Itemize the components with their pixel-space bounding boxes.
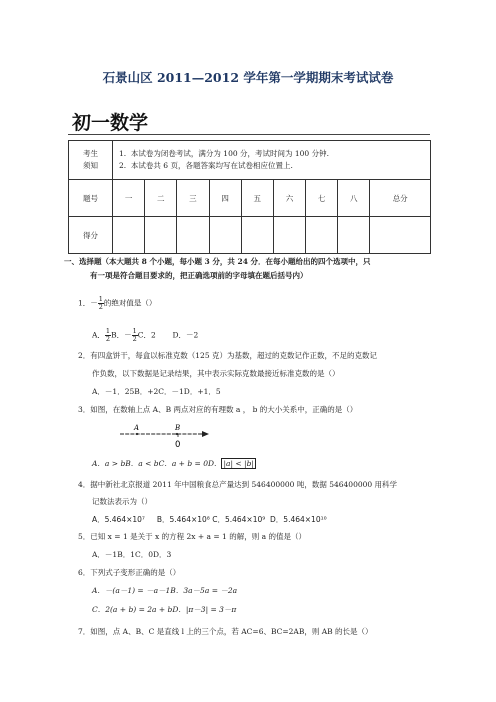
score-cell[interactable] <box>370 217 431 254</box>
q1-number: 1． <box>78 298 91 308</box>
q1-stem-text: 的绝对值是（） <box>103 298 157 308</box>
score-cell[interactable] <box>306 217 338 254</box>
notice-label <box>69 141 113 180</box>
score-cell[interactable] <box>273 217 305 254</box>
q1-opt-c: C．2 <box>137 330 156 340</box>
q1-neg: － <box>90 298 98 308</box>
q3-options <box>92 459 256 469</box>
score-header-cell: 题号 <box>69 180 113 217</box>
point-b-label: B <box>175 424 181 432</box>
q1-opt-a-den: 2 <box>105 335 111 343</box>
notice-label-line2: 须知 <box>83 161 98 170</box>
q1-opt-b-label: B．－ <box>111 330 132 340</box>
point-a-marker <box>136 433 138 435</box>
q1-opt-b-den: 2 <box>132 335 137 343</box>
score-header-cell: 六 <box>273 180 305 217</box>
section1-heading: 一、选择题（本大题共 8 个小题，每小题 3 分，共 24 分．在每小题给出的四个选项中，只 <box>64 257 371 266</box>
q1-frac-den: 2 <box>98 303 103 311</box>
number-line-figure <box>118 422 214 452</box>
exam-title: 石景山区 2011—2012 学年第一学期期末考试试卷 <box>102 70 394 85</box>
score-header-cell: 三 <box>177 180 209 217</box>
q4-opt-c: C．5.464×10⁹ <box>212 515 266 524</box>
score-cell[interactable] <box>113 217 145 254</box>
q4-opt-d: D．5.464×10¹⁰ <box>270 515 327 524</box>
subject-heading: 初一数学 <box>72 112 149 134</box>
score-cell[interactable] <box>241 217 273 254</box>
q1-opt-d: D．－2 <box>172 330 199 340</box>
q4-opt-b: B．5.464×10⁸ <box>156 515 210 524</box>
score-header-cell: 四 <box>209 180 241 217</box>
score-header-cell: 总分 <box>370 180 431 217</box>
q1-opt-b-num: 1 <box>132 327 137 335</box>
score-header-cell: 一 <box>113 180 145 217</box>
q3-stem: 3．如图，在数轴上点 A、B 两点对应的有理数 a ， b 的大小关系中，正确的是（） <box>78 405 358 414</box>
score-header-row <box>69 180 431 217</box>
q5-stem: 5．已知 x = 1 是关于 x 的方程 2x + a = 1 的解，则 a 的值是（） <box>78 532 306 541</box>
notice-content <box>113 141 431 180</box>
q1-opt-a-label: A． <box>92 330 105 340</box>
q5-options: A．－1B．1C．0D．3 <box>92 550 172 559</box>
q4-opt-a: A．5.464×10⁷ <box>92 515 145 524</box>
section1-heading-cont: 有一项是符合题目要求的，把正确选项前的字母填在题后括号内） <box>90 271 308 280</box>
notice-item: 1. 本试卷为闭卷考试，满分为 100 分，考试时间为 100 分钟. <box>119 149 329 158</box>
q6-options-row1: A．－(a－1) = －a－1B．3a－5a = －2a <box>92 586 238 595</box>
q2-options: A．－1．25B．+2C．－1D．+1．5 <box>92 387 221 396</box>
q3-opt-d: |a| < |b| <box>223 459 254 468</box>
point-a-label: A <box>134 424 140 432</box>
header-divider <box>68 134 430 135</box>
notice-label-line1: 考生 <box>83 149 98 158</box>
notice-item: 2. 本试卷共 6 页，各题答案均写在试卷相应位置上. <box>119 161 293 170</box>
score-cell[interactable] <box>177 217 209 254</box>
score-cell[interactable] <box>145 217 177 254</box>
q2-line2: 作负数，以下数据是记录结果，其中表示实际克数最接近标准克数的是（） <box>92 369 340 378</box>
q1-stem <box>78 296 156 311</box>
score-header-cell: 五 <box>241 180 273 217</box>
q4-line2: 记数法表示为（） <box>92 497 152 506</box>
q4-line1: 4．据中新社北京报道 2011 年中国粮食总产量达到 546400000 吨，数据 546400000 用科学 <box>78 480 398 489</box>
q6-options-row2: C．2(a + b) = 2a + bD．|π－3| = 3－π <box>92 605 237 614</box>
info-score-table <box>68 140 431 254</box>
q1-opt-a-num: 1 <box>105 327 111 335</box>
score-cell[interactable] <box>209 217 241 254</box>
score-header-cell: 二 <box>145 180 177 217</box>
score-row-label: 得分 <box>69 217 113 254</box>
score-row <box>69 217 431 254</box>
q6-stem: 6．下列式子变形正确的是（） <box>78 568 181 577</box>
q4-options <box>92 515 327 525</box>
q2-line1: 2．有四盒饼干，每盒以标准克数（125 克）为基数，超过的克数记作正数，不足的克数记 <box>78 351 377 360</box>
score-header-cell: 八 <box>338 180 370 217</box>
origin-label: 0 <box>175 440 181 450</box>
number-line-arrow <box>202 431 209 437</box>
q1-options <box>92 328 198 343</box>
score-header-cell: 七 <box>306 180 338 217</box>
score-cell[interactable] <box>338 217 370 254</box>
q1-frac-num: 1 <box>98 295 103 303</box>
q3-opt-abc: A．a > bB．a < bC．a + b = 0D． <box>92 459 222 468</box>
q7-stem: 7．如图，点 A、B、C 是直线 l 上的三个点，若 AC=6、BC=2AB，则 AB 的长是（） <box>78 627 373 636</box>
